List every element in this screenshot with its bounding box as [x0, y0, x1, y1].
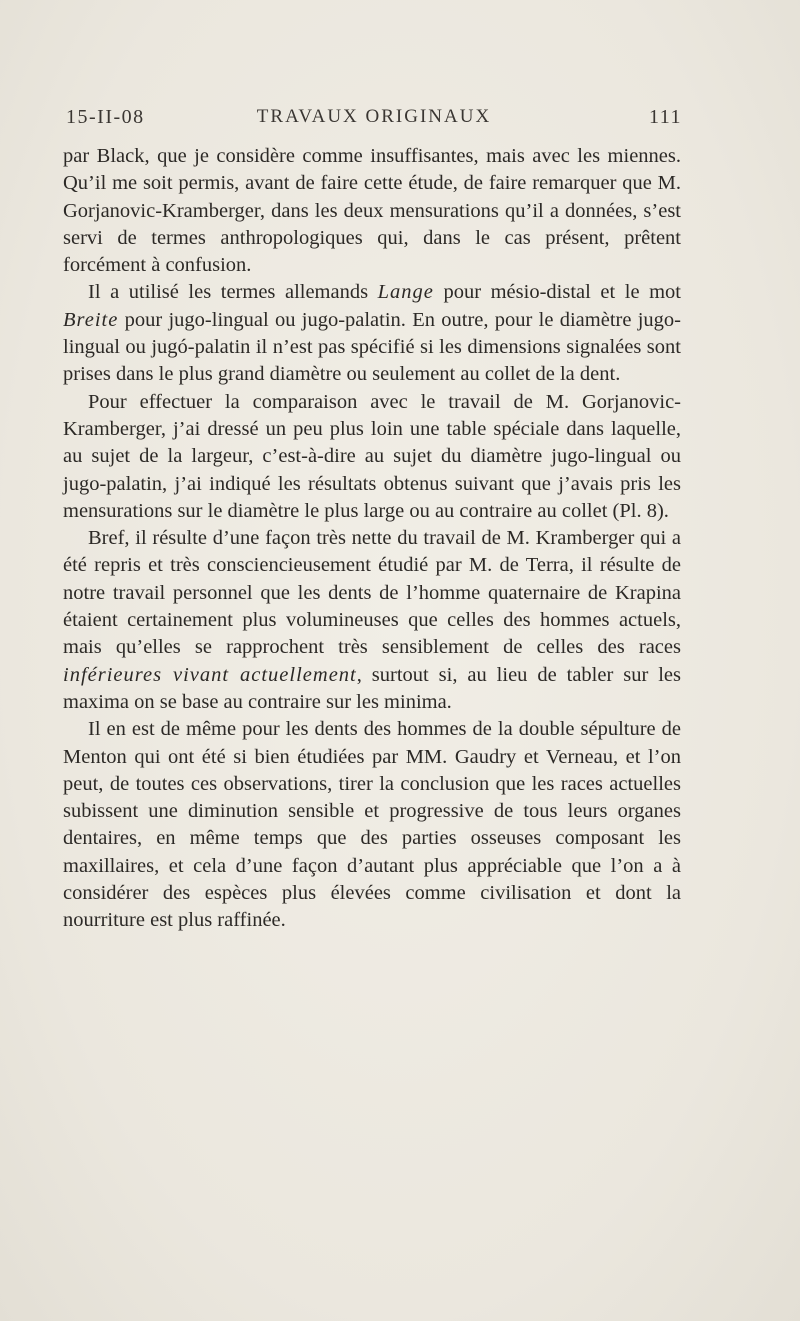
- page-number: 111: [648, 106, 682, 128]
- paragraph-2-italic-lange: Lange: [377, 281, 434, 304]
- paragraph-4-text-a: Bref, il résulte d’une façon très nette du travail de M. Kramberger qui a été repris et très consciencieusement étudié par M. de Terra, il résulte de notre travail personnel que les dents de l’homme quaternaire de Krapina étaient certainement plus volumineuses que celles des hommes actuels, mais qu’elles se rapprochent très sensiblement de celles des races: [63, 527, 681, 659]
- paragraph-1: [63, 143, 681, 279]
- paragraph-2-italic-breite: Breite: [63, 308, 119, 331]
- paragraph-1-text: par Black, que je considère comme insuffisantes, mais avec les miennes. Qu’il me soit permis, avant de faire cette étude, de faire remarquer que M. Gorjanovic-Kramberger, dans les deux mensurations qu’il a données, s’est servi de termes anthropologiques qui, dans le cas présent, prêtent forcément à confusion.: [63, 145, 681, 277]
- paragraph-3-text: Pour effectuer la comparaison avec le travail de M. Gorjanovic-Kramberger, j’ai dressé un peu plus loin une table spéciale dans laquelle, au sujet de la largeur, c’est-à-dire au sujet du diamètre jugo-lingual ou jugo-palatin, j’ai indiqué les résultats obtenus suivant que j’avais pris les mensurations sur le diamètre le plus large ou au contraire au collet (Pl. 8).: [63, 390, 681, 522]
- paragraph-2-text-b: pour mésio-distal et le mot: [433, 281, 681, 304]
- paragraph-4-text-b: , surtout si, au lieu de tabler sur les maxima on se base au contraire sur les minima.: [63, 663, 681, 713]
- body-text: [63, 143, 681, 935]
- paragraph-4: [63, 525, 681, 716]
- header-title: TRAVAUX ORIGINAUX: [256, 106, 492, 127]
- paragraph-2-text-c: pour jugo-lingual ou jugo-palatin. En outre, pour le diamètre jugo-lingual ou jugó-palatin il n’est pas spécifié si les dimensions signalées sont prises dans le plus grand diamètre ou seulement au collet de la dent.: [63, 308, 681, 386]
- paragraph-3: [63, 389, 681, 525]
- paragraph-5: [63, 716, 681, 934]
- paragraph-2: [63, 279, 681, 388]
- paragraph-4-italic-phrase: inférieures vivant actuellement: [63, 663, 357, 686]
- paragraph-2-text-a: Il a utilisé les termes allemands: [88, 281, 378, 304]
- header-date: 15-II-08: [66, 106, 145, 128]
- running-head: [66, 106, 682, 134]
- paragraph-5-text: Il en est de même pour les dents des hommes de la double sépulture de Menton qui ont été si bien étudiées par MM. Gaudry et Verneau, et l’on peut, de toutes ces observations, tirer la conclusion que les races actuelles subissent une diminution sensible et progressive de tous leurs organes dentaires, en même temps que des parties osseuses composant les maxillaires, et cela d’une façon d’autant plus appréciable que l’on a à considérer des espèces plus élevées comme civilisation et dont la nourriture est plus raffinée.: [63, 718, 681, 932]
